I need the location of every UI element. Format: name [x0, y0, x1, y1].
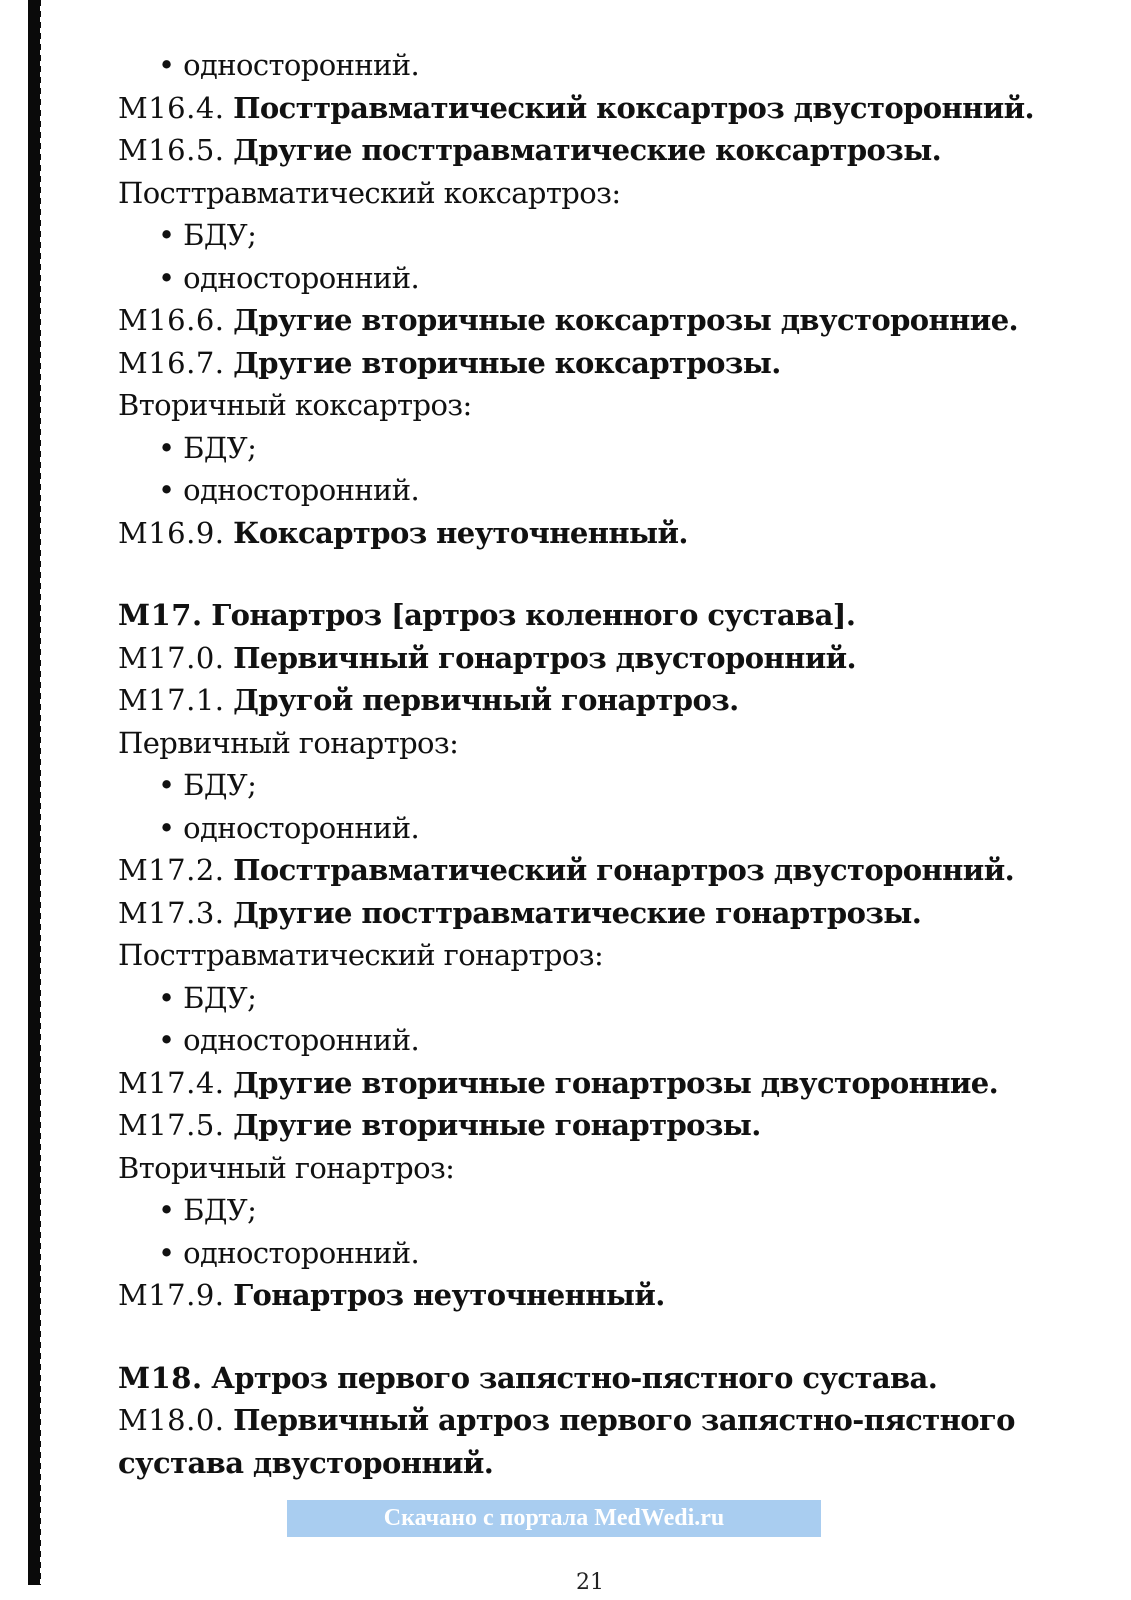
bullet-item: • БДУ; — [158, 768, 257, 802]
icd-code-entry — [118, 1357, 1098, 1400]
icd-title: Другие посттравматические коксартрозы. — [233, 133, 942, 167]
icd-code-entry — [118, 849, 1098, 892]
icd-code: М17.9. — [118, 1278, 225, 1312]
subheading-text: Первичный гонартроз: — [118, 725, 459, 760]
icd-code: М16.7. — [118, 345, 225, 380]
icd-code: М18.0. — [118, 1403, 225, 1437]
watermark-banner: Скачано с портала MedWedi.ru — [287, 1500, 821, 1537]
icd-title: Посттравматический коксартроз двусторонний. — [233, 90, 1035, 125]
icd-code: М16.4. — [118, 90, 225, 125]
icd-code: М17.5. — [118, 1108, 225, 1142]
icd-title: Гонартроз неуточненный. — [233, 1278, 665, 1312]
page-number: 21 — [576, 1570, 604, 1595]
icd-title: Другие вторичные гонартрозы. — [233, 1108, 761, 1142]
bullet-item: • БДУ; — [158, 218, 257, 252]
icd-code: М17.2. — [118, 853, 225, 887]
icd-code: М17.3. — [118, 895, 225, 930]
icd-code-entry — [118, 129, 1098, 172]
icd-code-entry — [118, 1104, 1098, 1147]
icd-code: М16.5. — [118, 133, 225, 167]
bullet-item: • односторонний. — [158, 48, 420, 82]
bullet-item: • односторонний. — [158, 1235, 420, 1270]
bullet-item: • БДУ; — [158, 430, 257, 465]
icd-code-entry — [118, 87, 1098, 130]
icd-code: М17.1. — [118, 683, 225, 717]
subheading-text: Посттравматический гонартроз: — [118, 938, 604, 972]
icd-title: Другие вторичные коксартрозы. — [233, 345, 781, 380]
icd-code: М16.6. — [118, 303, 225, 337]
icd-code-entry — [118, 637, 1098, 680]
icd-title: Первичный гонартроз двусторонний. — [233, 640, 857, 675]
icd-code: М16.9. — [118, 515, 225, 550]
subheading-text: Посттравматический коксартроз: — [118, 175, 621, 210]
icd-code-entry — [118, 512, 1098, 555]
bullet-item: • односторонний. — [158, 473, 420, 507]
bullet-item: • БДУ; — [158, 980, 257, 1015]
scan-edge-jag — [38, 0, 41, 1585]
icd-code-entry — [118, 594, 1098, 637]
icd-title: Другие посттравматические гонартрозы. — [233, 895, 922, 930]
icd-title: Первичный артроз первого запястно-пястного сустава двусторонний. — [118, 1403, 1015, 1480]
icd-code-entry — [118, 892, 1098, 935]
document-body — [118, 44, 1098, 1484]
icd-title: Посттравматический гонартроз двусторонний. — [233, 853, 1015, 887]
section-spacer — [118, 1317, 1098, 1357]
icd-code-entry — [118, 342, 1098, 385]
icd-title: Коксартроз неуточненный. — [233, 515, 688, 550]
subheading-text: Вторичный гонартроз: — [118, 1150, 455, 1185]
icd-title: Гонартроз [артроз коленного сустава]. — [211, 598, 856, 632]
icd-code-entry — [118, 679, 1098, 722]
icd-code-entry — [118, 1399, 1098, 1484]
icd-code-entry — [118, 1274, 1098, 1317]
icd-code: М17.4. — [118, 1065, 225, 1100]
icd-title: Другой первичный гонартроз. — [233, 683, 739, 717]
icd-code: М17.0. — [118, 640, 225, 675]
section-spacer — [118, 554, 1098, 594]
icd-code: М18. — [118, 1360, 203, 1395]
icd-title: Другие вторичные гонартрозы двусторонние. — [233, 1065, 999, 1100]
bullet-item: • БДУ; — [158, 1193, 257, 1227]
icd-title: Другие вторичные коксартрозы двусторонние. — [233, 303, 1019, 337]
bullet-item: • односторонний. — [158, 1023, 420, 1057]
icd-code: М17. — [118, 598, 203, 632]
icd-code-entry — [118, 299, 1098, 342]
bullet-item: • односторонний. — [158, 810, 420, 845]
subheading-text: Вторичный коксартроз: — [118, 388, 472, 422]
bullet-item: • односторонний. — [158, 260, 420, 295]
icd-code-entry — [118, 1062, 1098, 1105]
icd-title: Артроз первого запястно-пястного сустава. — [211, 1360, 938, 1395]
